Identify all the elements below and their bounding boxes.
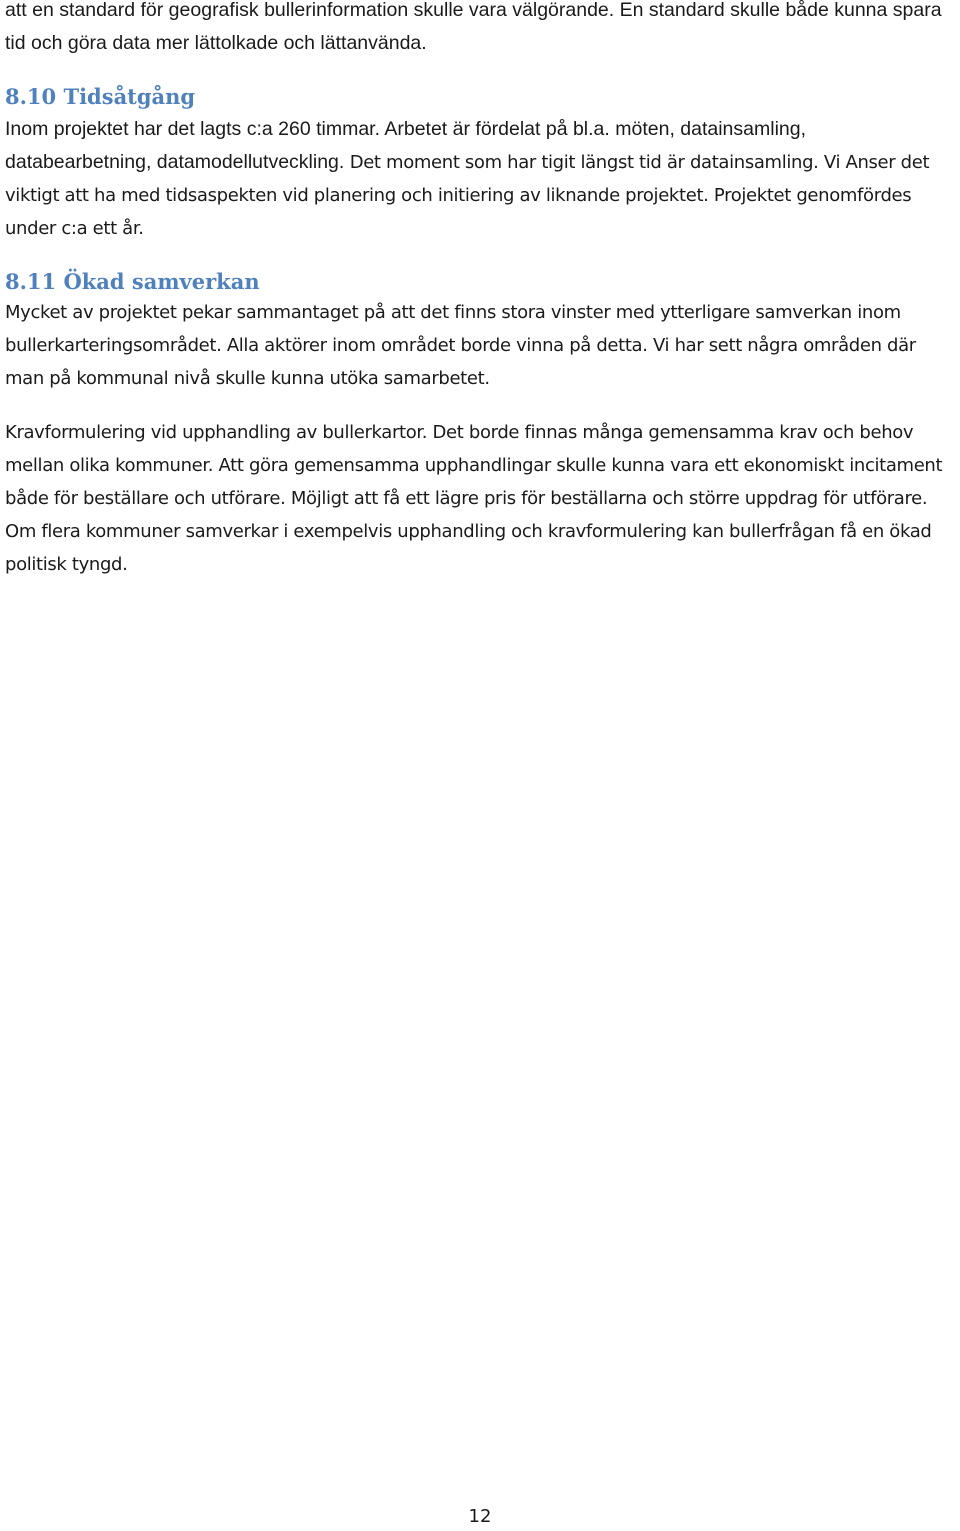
section-8-11-paragraph-2: Kravformulering vid upphandling av bullerkartor. Det borde finnas många gemensamma krav och behov mellan olika kommuner. Att göra gemensamma upphandlingar skulle kunna vara ett ekonomiskt incitament både för beställare och utförare. Möjligt att få ett lägre pris för beställarna och större uppdrag för utförare. Om flera kommuner samverkar i exempelvis upphandling och kravformulering kan bullerfrågan få en ökad politisk tyngd.: [5, 422, 943, 575]
section-8-10-lead-text: Inom projektet har det lagts c:a 260 timmar. Arbetet är fördelat på bl.a. möten, datainsamling, databearbetning, datamodellutveckling.: [5, 118, 807, 173]
section-8-10-paragraph: [5, 113, 955, 245]
section-8-11-paragraph-1: Mycket av projektet pekar sammantaget på att det finns stora vinster med ytterligare samverkan inom bullerkarteringsområdet. Alla aktörer inom området borde vinna på detta. Vi har sett några områden där man på kommunal nivå skulle kunna utöka samarbetet.: [5, 302, 916, 389]
section-heading-8-11: 8.11 Ökad samverkan: [5, 269, 260, 294]
intro-paragraph: att en standard för geografisk bullerinformation skulle vara välgörande. En standard skulle både kunna spara tid och göra data mer lättolkade och lättanvända.: [5, 0, 942, 54]
page-number: 12: [468, 1506, 492, 1527]
section-heading-8-10: 8.10 Tidsåtgång: [5, 84, 196, 109]
section-8-10-rest-text: Det moment som har tigit längst tid är datainsamling. Vi Anser det viktigt att ha med tidsaspekten vid planering och initiering av liknande projektet. Projektet genomfördes under c:a ett år.: [5, 152, 930, 239]
